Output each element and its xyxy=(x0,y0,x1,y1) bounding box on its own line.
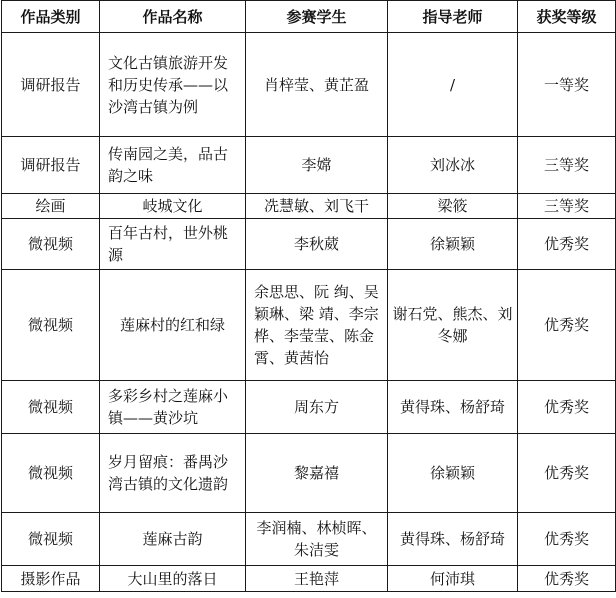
cell-award: 优秀奖 xyxy=(518,270,616,381)
header-title: 作品名称 xyxy=(100,1,246,33)
cell-category: 微视频 xyxy=(2,434,100,513)
header-row xyxy=(2,1,616,33)
cell-award: 优秀奖 xyxy=(518,513,616,566)
table-row xyxy=(2,194,616,219)
cell-category: 调研报告 xyxy=(2,33,100,137)
cell-award: 优秀奖 xyxy=(518,381,616,434)
cell-teacher: 徐颖颖 xyxy=(388,434,518,513)
header-students: 参赛学生 xyxy=(246,1,388,33)
award-table xyxy=(1,0,616,592)
cell-title: 岐城文化 xyxy=(100,194,246,219)
cell-teacher: 黄得珠、杨舒琦 xyxy=(388,513,518,566)
cell-category: 调研报告 xyxy=(2,137,100,194)
table-row xyxy=(2,137,616,194)
cell-title: 多彩乡村之莲麻小镇——黄沙坑 xyxy=(100,381,246,434)
cell-award: 优秀奖 xyxy=(518,434,616,513)
header-teacher: 指导老师 xyxy=(388,1,518,33)
cell-award: 优秀奖 xyxy=(518,219,616,270)
cell-students: 李嫦 xyxy=(246,137,388,194)
cell-award: 三等奖 xyxy=(518,137,616,194)
cell-category: 摄影作品 xyxy=(2,566,100,592)
cell-title: 文化古镇旅游开发和历史传承——以沙湾古镇为例 xyxy=(100,33,246,137)
cell-teacher: 谢石党、熊杰、刘冬娜 xyxy=(388,270,518,381)
table-row xyxy=(2,513,616,566)
cell-students: 肖梓莹、黄芷盈 xyxy=(246,33,388,137)
table-row xyxy=(2,33,616,137)
cell-students: 黎嘉禧 xyxy=(246,434,388,513)
table-row xyxy=(2,434,616,513)
cell-category: 微视频 xyxy=(2,381,100,434)
cell-title: 莲麻古韵 xyxy=(100,513,246,566)
cell-category: 微视频 xyxy=(2,219,100,270)
header-award: 获奖等级 xyxy=(518,1,616,33)
table-row xyxy=(2,270,616,381)
cell-award: 一等奖 xyxy=(518,33,616,137)
cell-students: 冼慧敏、刘飞干 xyxy=(246,194,388,219)
cell-title: 莲麻村的红和绿 xyxy=(100,270,246,381)
cell-category: 绘画 xyxy=(2,194,100,219)
cell-teacher: 何沛琪 xyxy=(388,566,518,592)
cell-title: 岁月留痕：番禺沙湾古镇的文化遗韵 xyxy=(100,434,246,513)
cell-teacher: / xyxy=(388,33,518,137)
cell-title: 大山里的落日 xyxy=(100,566,246,592)
table-row xyxy=(2,566,616,592)
cell-award: 优秀奖 xyxy=(518,566,616,592)
cell-students: 李润楠、林桢晖、朱洁雯 xyxy=(246,513,388,566)
cell-category: 微视频 xyxy=(2,513,100,566)
cell-students: 李秋葳 xyxy=(246,219,388,270)
cell-category: 微视频 xyxy=(2,270,100,381)
header-category: 作品类别 xyxy=(2,1,100,33)
table-row xyxy=(2,381,616,434)
cell-students: 周东方 xyxy=(246,381,388,434)
cell-award: 三等奖 xyxy=(518,194,616,219)
cell-teacher: 徐颖颖 xyxy=(388,219,518,270)
cell-teacher: 黄得珠、杨舒琦 xyxy=(388,381,518,434)
table-row xyxy=(2,219,616,270)
cell-teacher: 梁筱 xyxy=(388,194,518,219)
cell-students: 王艳萍 xyxy=(246,566,388,592)
cell-title: 百年古村，世外桃源 xyxy=(100,219,246,270)
cell-teacher: 刘冰冰 xyxy=(388,137,518,194)
cell-title: 传南园之美，品古韵之味 xyxy=(100,137,246,194)
cell-students: 余思思、阮 绚、吴颖琳、梁 靖、李宗桦、李莹莹、陈金霄、黄茜怡 xyxy=(246,270,388,381)
